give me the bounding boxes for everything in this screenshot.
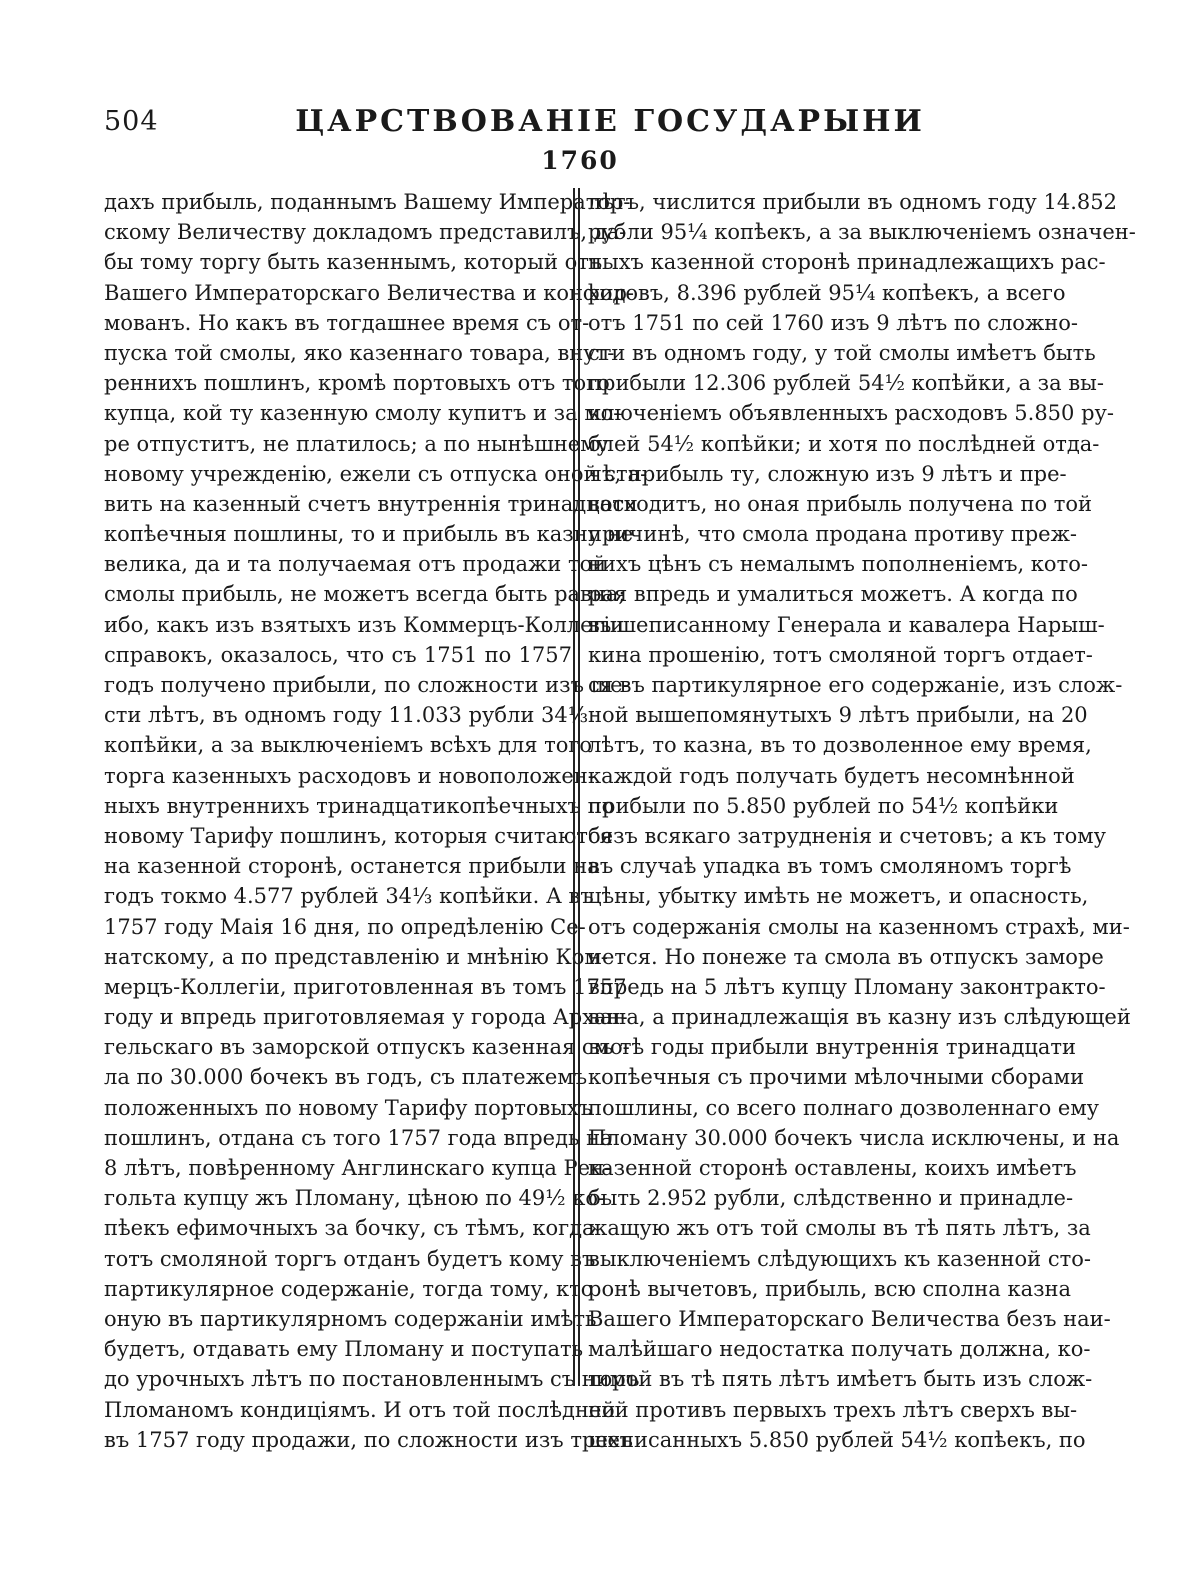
right-text-column [588, 187, 1136, 1455]
text-line: лѣтъ, числится прибыли въ одномъ году 14.852 [588, 190, 1117, 214]
text-line: торга казенныхъ расходовъ и новоположен- [104, 763, 595, 788]
text-line: Вашего Императорскаго Величества и конфир- [104, 280, 635, 305]
text-line: копѣйки, а за выключеніемъ всѣхъ для того [104, 733, 593, 758]
text-line: велика, да и та получаемая отъ продажи той [104, 552, 607, 577]
text-line: новому учрежденію, ежели съ отпуска оной ста- [104, 461, 648, 486]
text-line: отъ содержанія смолы на казенномъ страхѣ, ми- [588, 914, 1130, 939]
text-line: жащую жъ отъ той смолы въ тѣ пять лѣтъ, за [588, 1216, 1091, 1241]
running-title: ЦАРСТВОВАНІЕ ГОСУДАРЫНИ [295, 104, 925, 139]
text-line: цѣны, убытку имѣть не можетъ, и опасность, [588, 884, 1089, 909]
text-line: ной вышепомянутыхъ 9 лѣтъ прибыли, на 20 [588, 703, 1088, 728]
text-line: дахъ прибыль, поданнымъ Вашему Император- [104, 190, 631, 214]
text-line: нется. Но понеже та смола въ отпускъ заморе [588, 944, 1104, 969]
text-line: ре отпуститъ, не платилось; а по нынѣшнему [104, 431, 609, 456]
text-line: малѣйшаго недостатка получать должна, ко- [588, 1337, 1091, 1362]
text-line: безъ всякаго затрудненія и счетовъ; а къ тому [588, 823, 1106, 848]
text-line: каждой годъ получать будетъ несомнѣнной [588, 763, 1075, 788]
text-line: натскому, а по представленію и мнѣнію Ком- [104, 944, 608, 969]
text-line: отъ 1751 по сей 1760 изъ 9 лѣтъ по сложно- [588, 310, 1079, 335]
text-line: блей 54½ копѣйки; и хотя по послѣдней отда- [588, 431, 1100, 456]
text-line: кина прошенію, тотъ смоляной торгъ отдает- [588, 642, 1093, 667]
text-line: быть 2.952 рубли, слѣдственно и принадле- [588, 1186, 1074, 1211]
text-line: ныхъ казенной сторонѣ принадлежащихъ рас- [588, 250, 1106, 275]
text-line: сти лѣтъ, въ одномъ году 11.033 рубли 34⅓ [104, 703, 589, 728]
text-line: восходитъ, но оная прибыль получена по той [588, 491, 1093, 516]
text-line: копѣечныя пошлины, то и прибыль въ казну не [104, 522, 634, 547]
text-line: Вашего Императорскаго Величества безъ наи- [588, 1306, 1111, 1331]
text-line: въ тѣ годы прибыли внутреннія тринадцати [588, 1035, 1077, 1060]
text-line: Пломаномъ кондиціямъ. И отъ той послѣдней [104, 1397, 616, 1422]
text-line: новому Тарифу пошлинъ, которыя считаются [104, 823, 613, 848]
left-text-column [104, 187, 648, 1455]
text-line: годъ токмо 4.577 рублей 34⅓ копѣйки. А въ [104, 884, 594, 909]
text-line: нихъ цѣнъ съ немалымъ пополненіемъ, кото- [588, 552, 1088, 577]
text-line: будетъ, отдавать ему Пломану и поступать [104, 1337, 584, 1362]
text-line: въ 1757 году продажи, по сложности изъ трехъ [104, 1427, 634, 1452]
text-line: вить на казенный счетъ внутреннія тринадцати [104, 491, 638, 516]
text-line: копѣечныя съ прочими мѣлочными сборами [588, 1065, 1085, 1090]
text-line: чѣ, прибыль ту, сложную изъ 9 лѣтъ и пре- [588, 461, 1067, 486]
text-line: вышеписанному Генерала и кавалера Нарыш- [588, 612, 1105, 637]
text-line: мерцъ-Коллегіи, приготовленная въ томъ 1757 [104, 974, 627, 999]
text-line: казенной сторонѣ оставлены, коихъ имѣетъ [588, 1156, 1077, 1180]
text-line: 1757 году Маія 16 дня, по опредѣленію Се- [104, 914, 586, 939]
page-number: 504 [104, 106, 159, 137]
text-line: ся въ партикулярное его содержаніе, изъ слож- [588, 673, 1123, 697]
text-line: ключеніемъ объявленныхъ расходовъ 5.850 ру- [588, 401, 1114, 426]
text-line: 8 лѣтъ, повѣренному Англинскаго купца Рен- [104, 1156, 612, 1180]
text-line: ныхъ внутреннихъ тринадцатикопѣечныхъ по [104, 793, 615, 818]
text-line: тотъ смоляной торгъ отданъ будетъ кому въ [104, 1246, 596, 1271]
text-line: въ случаѣ упадка въ томъ смоляномъ торгѣ [588, 854, 1072, 879]
text-line: до урочныхъ лѣтъ по постановленнымъ съ нимъ [104, 1367, 640, 1392]
text-line: положенныхъ по новому Тарифу портовыхъ [104, 1095, 593, 1120]
text-line: ной противъ первыхъ трехъ лѣтъ сверхъ вы- [588, 1397, 1078, 1422]
text-line: торой въ тѣ пять лѣтъ имѣетъ быть изъ слож- [588, 1367, 1093, 1392]
text-line: Пломану 30.000 бочекъ числа исключены, и на [588, 1125, 1120, 1150]
text-line: гельскаго въ заморской отпускъ казенная смо- [104, 1035, 630, 1060]
text-line: прибыли по 5.850 рублей по 54½ копѣйки [588, 793, 1059, 818]
column-divider [573, 188, 580, 1386]
text-line: скому Величеству докладомъ представилъ, да- [104, 220, 627, 245]
text-line: справокъ, оказалось, что съ 1751 по 1757 [104, 642, 572, 667]
text-line: рая впредь и умалиться можетъ. А когда по [588, 582, 1078, 607]
text-line: на казенной сторонѣ, останется прибыли на [104, 854, 600, 879]
text-line: рубли 95¼ копѣекъ, а за выключеніемъ означен- [588, 220, 1136, 245]
text-line: лѣтъ, то казна, въ то дозволенное ему время, [588, 733, 1092, 758]
text-line: впредь на 5 лѣтъ купцу Пломану законтракто- [588, 974, 1106, 999]
text-line: ходовъ, 8.396 рублей 95¼ копѣекъ, а всего [588, 280, 1066, 305]
text-line: пошлины, со всего полнаго дозволеннаго ему [588, 1095, 1100, 1120]
text-line: смолы прибыль, не можетъ всегда быть равна; [104, 582, 626, 607]
text-line: пѣекъ ефимочныхъ за бочку, съ тѣмъ, когда [104, 1216, 595, 1241]
text-line: ла по 30.000 бочекъ въ годъ, съ платежемъ [104, 1065, 588, 1090]
text-line: причинѣ, что смола продана противу преж- [588, 522, 1077, 547]
text-line: ронѣ вычетовъ, прибыль, всю сполна казна [588, 1276, 1072, 1301]
text-line: бы тому торгу быть казеннымъ, который отъ [104, 250, 603, 275]
text-line: вана, а принадлежащія въ казну изъ слѣдующей [588, 1005, 1131, 1030]
text-line: году и впредь приготовляемая у города Архан- [104, 1005, 628, 1030]
text-line: сти въ одномъ году, у той смолы имѣетъ быть [588, 340, 1096, 365]
text-line: оную въ партикулярномъ содержаніи имѣть [104, 1306, 597, 1331]
year-heading: 1760 [541, 146, 619, 175]
text-line: пошлинъ, отдана съ того 1757 года впредь на [104, 1125, 613, 1150]
text-line: купца, кой ту казенную смолу купитъ и за мо- [104, 401, 621, 426]
text-line: мованъ. Но какъ въ тогдашнее время съ от- [104, 310, 590, 335]
text-line: прибыли 12.306 рублей 54½ копѣйки, а за вы- [588, 371, 1104, 396]
text-line: шеписанныхъ 5.850 рублей 54½ копѣекъ, по [588, 1427, 1086, 1452]
text-line: годъ получено прибыли, по сложности изъ ше- [104, 673, 630, 697]
text-line: выключеніемъ слѣдующихъ къ казенной сто- [588, 1246, 1091, 1271]
text-line: ибо, какъ изъ взятыхъ изъ Коммерцъ-Коллегіи [104, 612, 625, 637]
text-line: реннихъ пошлинъ, кромѣ портовыхъ отъ того [104, 371, 610, 396]
text-line: пуска той смолы, яко казеннаго товара, внут- [104, 340, 615, 365]
text-line: партикулярное содержаніе, тогда тому, кто [104, 1276, 594, 1301]
text-line: гольта купцу жъ Пломану, цѣною по 49½ ко- [104, 1186, 606, 1211]
